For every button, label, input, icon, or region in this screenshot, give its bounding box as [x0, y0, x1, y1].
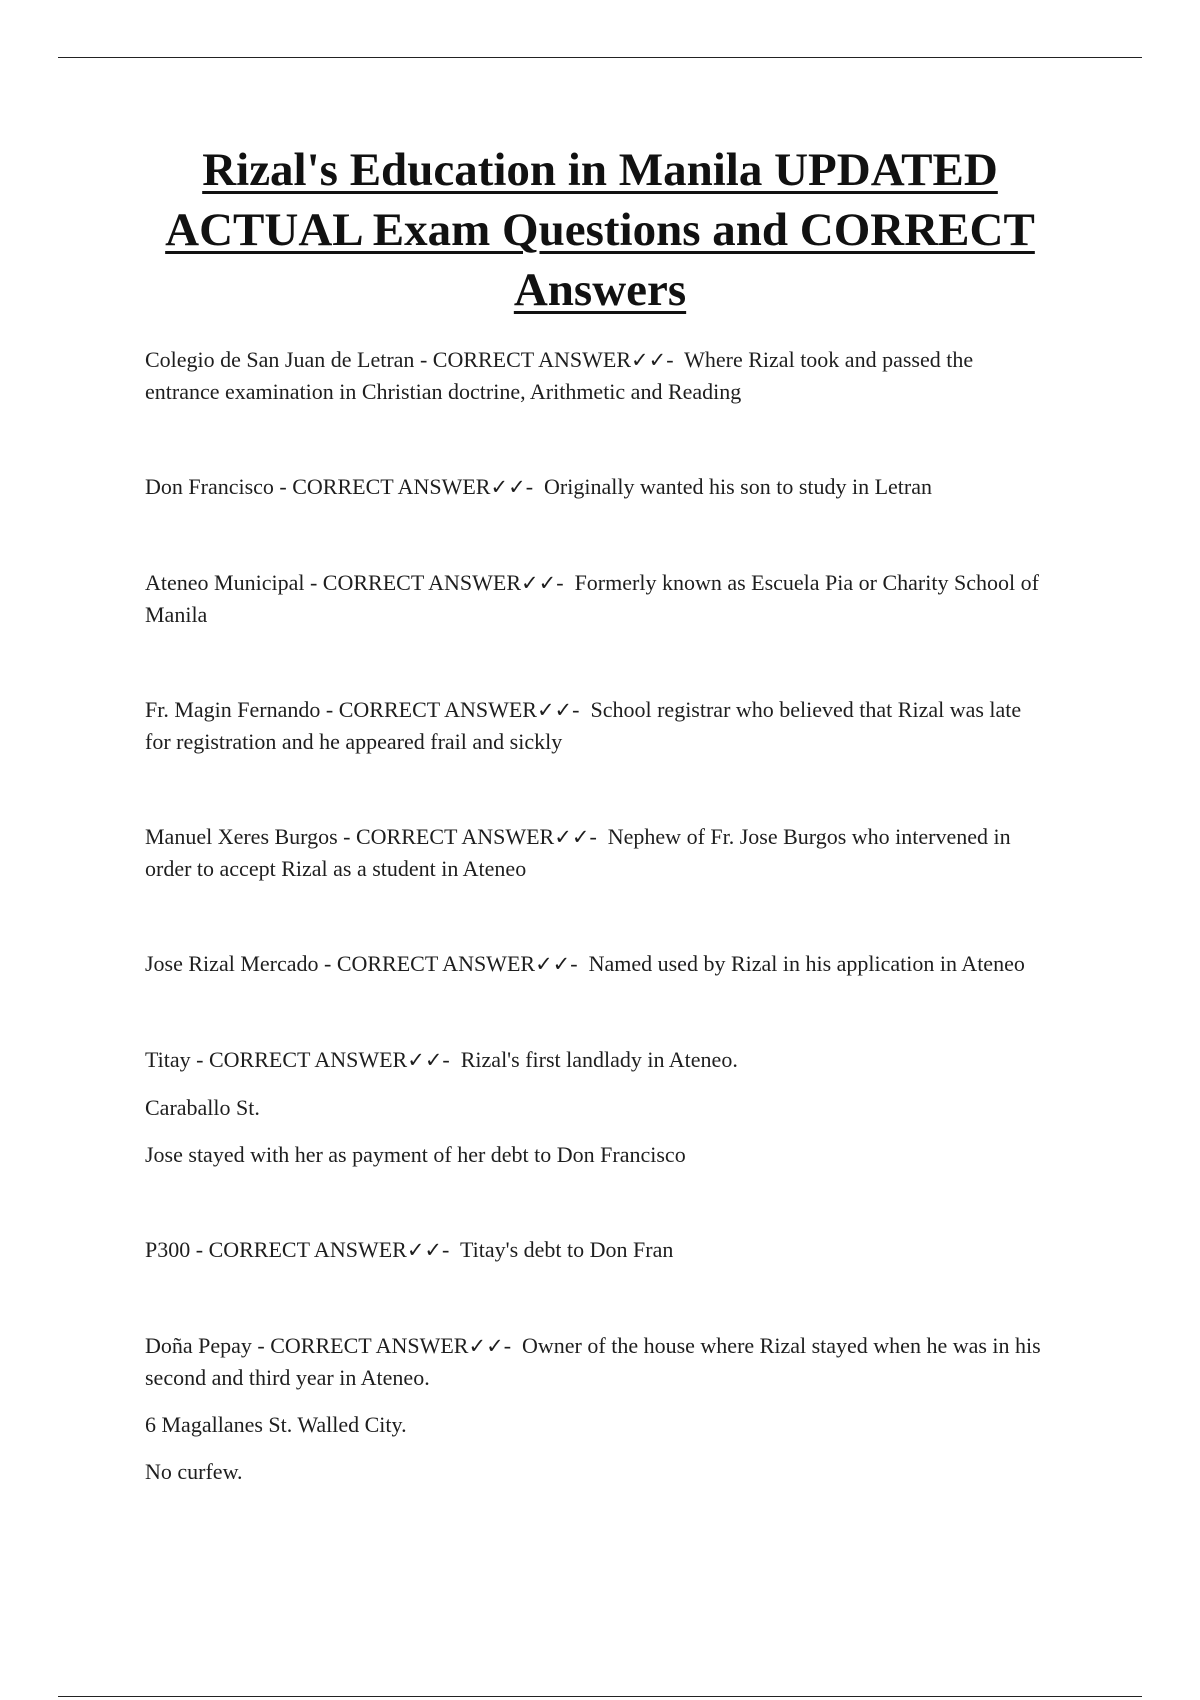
- qa-line: [145, 567, 1045, 630]
- qa-line: [145, 1044, 1045, 1076]
- qa-definition: Nephew of Fr. Jose Burgos who intervened in order to accept Rizal as a student in Ateneo: [145, 824, 1011, 881]
- header-rule: [58, 57, 1142, 58]
- qa-definition: Rizal's first landlady in Ateneo.: [460, 1047, 738, 1072]
- qa-definition: School registrar who believed that Rizal was late for registration and he appeared frail and sickly: [145, 697, 1022, 754]
- footer-rule: [58, 1696, 1142, 1697]
- qa-term: Jose Rizal Mercado: [145, 951, 319, 976]
- checkmark-icon: ✓✓: [407, 1048, 443, 1072]
- qa-entry: [145, 471, 1045, 503]
- qa-term: Doña Pepay: [145, 1333, 252, 1358]
- correct-answer-label: - CORRECT ANSWER: [318, 951, 536, 976]
- qa-line: [145, 344, 1045, 407]
- qa-list: [145, 344, 1045, 1487]
- checkmark-icon: ✓✓: [631, 348, 667, 372]
- qa-line: [145, 821, 1045, 884]
- qa-line: [145, 1234, 1045, 1266]
- answer-separator: -: [442, 1047, 461, 1072]
- checkmark-icon: ✓✓: [535, 952, 571, 976]
- qa-definition: Formerly known as Escuela Pia or Charity School of Manila: [145, 570, 1039, 627]
- checkmark-icon: ✓✓: [468, 1334, 504, 1358]
- qa-definition: Owner of the house where Rizal stayed when he was in his second and third year in Ateneo.: [145, 1333, 1041, 1390]
- qa-definition: Titay's debt to Don Fran: [459, 1237, 674, 1262]
- document-title: Rizal's Education in Manila UPDATED ACTUAL Exam Questions and CORRECT Answers: [165, 144, 1035, 316]
- answer-separator: -: [525, 474, 545, 499]
- correct-answer-label: - CORRECT ANSWER: [414, 347, 631, 372]
- qa-extra-line: No curfew.: [145, 1459, 243, 1484]
- correct-answer-label: - CORRECT ANSWER: [190, 1237, 407, 1262]
- qa-term: Don Francisco: [145, 474, 274, 499]
- answer-separator: -: [442, 1237, 460, 1262]
- qa-definition: Where Rizal took and passed the entrance examination in Christian doctrine, Arithmetic and Reading: [145, 347, 974, 404]
- correct-answer-label: - CORRECT ANSWER: [304, 570, 522, 595]
- answer-separator: -: [556, 570, 575, 595]
- qa-line: [145, 948, 1045, 980]
- correct-answer-label: - CORRECT ANSWER: [273, 474, 491, 499]
- qa-definition: Named used by Rizal in his application in Ateneo: [588, 951, 1025, 976]
- qa-term: Colegio de San Juan de Letran: [145, 347, 415, 372]
- qa-term: P300: [145, 1237, 191, 1262]
- correct-answer-label: - CORRECT ANSWER: [337, 824, 555, 849]
- correct-answer-label: - CORRECT ANSWER: [320, 697, 537, 722]
- qa-term: Ateneo Municipal: [145, 570, 305, 595]
- qa-term: Manuel Xeres Burgos: [145, 824, 338, 849]
- checkmark-icon: ✓✓: [554, 825, 590, 849]
- qa-line: [145, 694, 1045, 757]
- answer-separator: -: [503, 1333, 523, 1358]
- qa-extra-line: Jose stayed with her as payment of her debt to Don Francisco: [145, 1142, 686, 1167]
- answer-separator: -: [666, 347, 685, 372]
- qa-line: [145, 471, 1045, 503]
- qa-extra-line: 6 Magallanes St. Walled City.: [145, 1412, 407, 1437]
- qa-entry: [145, 1044, 1045, 1170]
- checkmark-icon: ✓✓: [490, 475, 526, 499]
- qa-term: Titay: [145, 1047, 191, 1072]
- qa-entry: [145, 694, 1045, 757]
- qa-entry: [145, 1330, 1045, 1487]
- answer-separator: -: [572, 697, 591, 722]
- correct-answer-label: - CORRECT ANSWER: [251, 1333, 469, 1358]
- qa-extra-line: Caraballo St.: [145, 1095, 260, 1120]
- qa-definition: Originally wanted his son to study in Letran: [544, 474, 933, 499]
- qa-term: Fr. Magin Fernando: [145, 697, 321, 722]
- qa-entry: [145, 948, 1045, 980]
- qa-line: [145, 1330, 1045, 1393]
- checkmark-icon: ✓✓: [536, 698, 573, 722]
- qa-entry: [145, 567, 1045, 630]
- checkmark-icon: ✓✓: [406, 1238, 443, 1262]
- qa-entry: [145, 1234, 1045, 1266]
- qa-entry: [145, 344, 1045, 407]
- qa-entry: [145, 821, 1045, 884]
- answer-separator: -: [589, 824, 608, 849]
- checkmark-icon: ✓✓: [521, 571, 557, 595]
- correct-answer-label: - CORRECT ANSWER: [190, 1047, 408, 1072]
- answer-separator: -: [570, 951, 589, 976]
